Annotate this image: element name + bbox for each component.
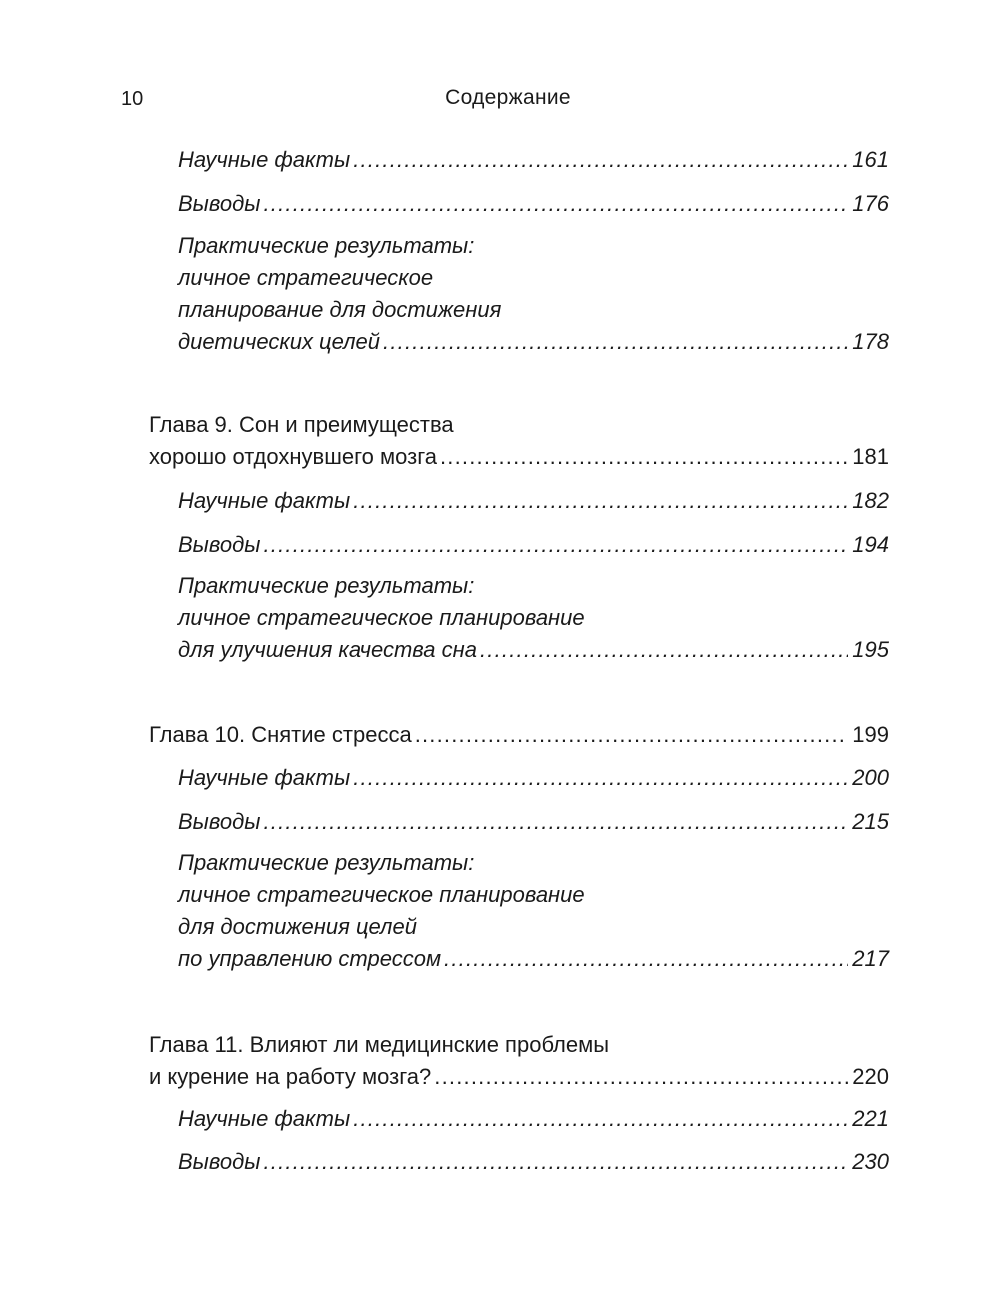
toc-subentry [178,847,889,975]
dot-leader [353,1103,848,1135]
toc-entry-title-line: Глава 11. Влияют ли медицинские проблемы [149,1032,610,1057]
dot-leader [440,441,848,473]
dot-leader [353,144,848,176]
toc-entry-title-line: по управлению стрессом [178,946,442,971]
toc-entry-title-line: Выводы [178,1149,261,1174]
dot-leader [444,943,848,975]
toc-page-number: 195 [852,637,889,662]
toc-entry-last-line [178,485,889,517]
dot-leader [263,529,848,561]
running-head: Содержание [445,86,571,109]
toc-page-number: 194 [852,532,889,557]
dot-leader [353,762,848,794]
toc-entry-title-line: Научные факты [178,1106,351,1131]
toc-entry-title-line: диетических целей [178,329,381,354]
toc-entry-title-line: для достижения целей [178,914,417,939]
toc-chapter-entry [149,409,889,473]
toc-entry-title-line: Глава 9. Сон и преимущества [149,412,454,437]
toc-entry-title-line: Практические результаты: [178,233,475,258]
toc-page-number: 220 [852,1064,889,1089]
toc-subentry [178,570,889,666]
toc-subentry [178,1146,889,1178]
toc-entry-title-line: Практические результаты: [178,573,475,598]
toc-entry-last-line [178,326,889,358]
dot-leader [263,188,848,220]
toc-entry-last-line [149,1061,889,1093]
toc-entry-title-line: личное стратегическое [178,265,434,290]
toc-entry-title-line: Практические результаты: [178,850,475,875]
toc-entry-title-line: личное стратегическое планирование [178,882,585,907]
toc-page-number: 230 [852,1149,889,1174]
toc-chapter-entry [149,1029,889,1093]
toc-subentry [178,806,889,838]
toc-entry-last-line [149,719,889,751]
toc-entry-title-line: хорошо отдохнувшего мозга [149,444,437,469]
toc-page-number: 176 [852,191,889,216]
toc-chapter-entry [149,719,889,751]
toc-entry-title-line: Выводы [178,532,261,557]
dot-leader [434,1061,848,1093]
toc-entry-title-line: Научные факты [178,488,351,513]
toc-entry-title-line: и курение на работу мозга? [149,1064,432,1089]
toc-page-number: 215 [852,809,889,834]
toc-entry-title-line: Выводы [178,191,261,216]
toc-entry-title-line: личное стратегическое планирование [178,605,585,630]
toc-entry-last-line [178,1103,889,1135]
toc-entry-last-line [178,943,889,975]
toc-entry-title-line: Глава 10. Снятие стресса [149,722,412,747]
toc-entry-last-line [178,806,889,838]
toc-subentry [178,230,889,358]
toc-subentry [178,188,889,220]
toc-entry-last-line [178,529,889,561]
toc-page-number: 182 [852,488,889,513]
toc-page-number: 221 [852,1106,889,1131]
toc-entry-last-line [149,441,889,473]
toc-page-number: 199 [852,722,889,747]
toc-subentry [178,144,889,176]
toc-page-number: 178 [852,329,889,354]
toc-entry-title-line: Научные факты [178,765,351,790]
toc-entry-last-line [178,1146,889,1178]
dot-leader [480,634,848,666]
toc-entry-title-line: Выводы [178,809,261,834]
toc-entry-title-line: Научные факты [178,147,351,172]
dot-leader [263,806,848,838]
toc-subentry [178,529,889,561]
toc-subentry [178,762,889,794]
toc-entry-last-line [178,188,889,220]
toc-entry-title-line: для улучшения качества сна [178,637,477,662]
toc-page-number: 181 [852,444,889,469]
toc-subentry [178,1103,889,1135]
toc-page-number: 200 [852,765,889,790]
toc-entry-last-line [178,762,889,794]
toc-entry-last-line [178,144,889,176]
dot-leader [263,1146,848,1178]
page-number: 10 [121,88,144,110]
dot-leader [415,719,849,751]
toc-subentry [178,485,889,517]
toc-page-number: 217 [852,946,889,971]
dot-leader [383,326,848,358]
dot-leader [353,485,848,517]
toc-entry-last-line [178,634,889,666]
toc-page-number: 161 [852,147,889,172]
toc-entry-title-line: планирование для достижения [178,297,502,322]
